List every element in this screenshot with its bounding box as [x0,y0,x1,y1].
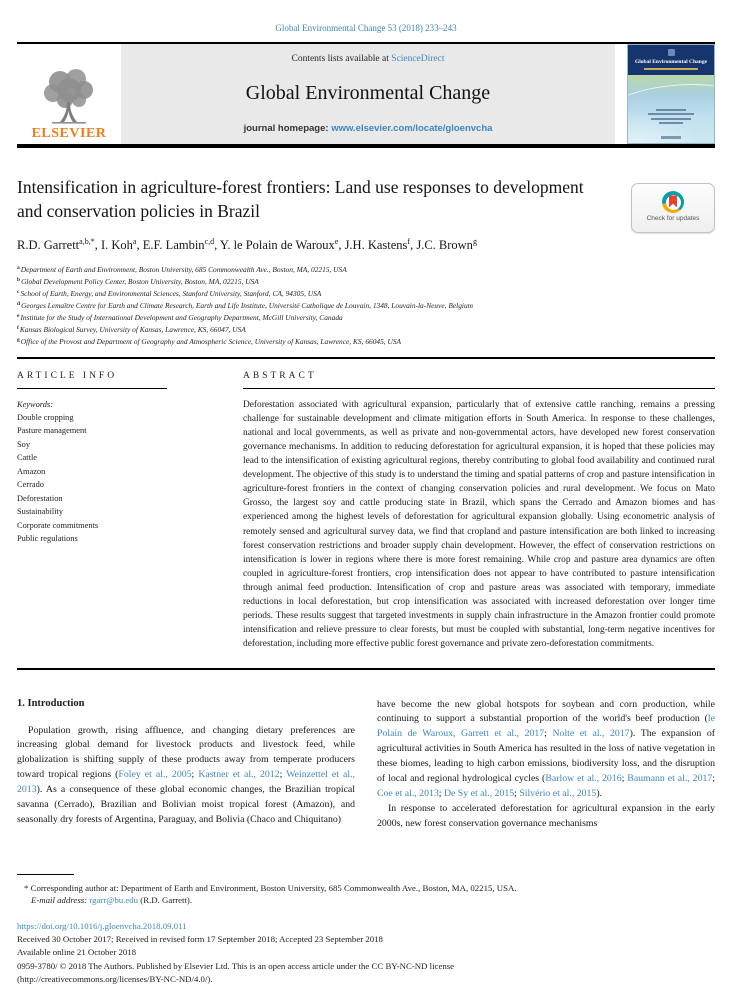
keyword: Cattle [17,453,38,463]
contents-line [129,54,607,64]
abstract-text: Deforestation associated with agricultural expansion, particularly that of extensive cattle ranching, remains a pressing challenge for sustainable development and climate mitigation efforts in South America. In response to these challenges, national and local governments, as well as private and non-governmental actors, have developed new forest conservation governance mechanisms. In addition to reducing deforestation for agricultural expansion, it is hoped that these policies may lead to the intensification of existing agricultural regions, thereby contributing to global food availability and continued rural development. The objective of this study is to understand the timing and spatial patterns of crop and pasture intensification in agriculture-forest frontiers in the context of changing conservation policies and rural development. We focus on Mato Grosso, the largest soy and cattle producing state in Brazil, which spans the Cerrado and Amazon biomes and has experienced among the highest levels of deforestation for agricultural expansion globally. Using econometric analysis of remotely sensed and agricultural survey data, we find that cropland and pasture intensification are both linked to increasing forest conservation restrictions and broader supply chain development. However, the effect of conservation restrictions on intensification is lower in regions where there is more forest remaining. While crop and pasture area dynamics are often coupled in agriculture-forest frontiers, crop intensification does not appear to have contributed to pasture intensification through animal feed production. Intensification of crop and pasture areas was associated with temporary, immediate reductions in local deforestation, but crop intensification was associated with increased deforestation over longer time periods. These results suggest that targeted investments in supply chain infrastructure in the Amazon frontier could promote intensification and relieve pressure to clear forests, but must be coupled with substantial, long-term negative incentives for deforestation, including more effective public forest governance and private zero-deforestation commitments. [243,399,715,650]
citation-link[interactable]: le Polain de Waroux, Garrett et al., 2017 [377,713,715,740]
available-online: Available online 21 October 2018 [17,947,137,958]
journal-cover-thumbnail[interactable] [627,44,715,144]
keyword: Sustainability [17,507,64,517]
affiliation-item: $^e$Institute for the Study of International Development and Geography Department, McGill University, Canada [17,312,343,323]
email-label: E-mail address: [31,895,88,906]
elsevier-tree-icon [38,66,100,128]
article-info-column [17,371,225,652]
cover-header [628,45,714,75]
body-right-column [377,698,715,832]
keyword: Soy [17,439,31,449]
keyword: Public regulations [17,533,78,543]
footnote-rule [17,874,74,875]
article-info-rule [17,388,167,389]
citation-link[interactable]: Kastner et al., 2012 [198,769,280,781]
keyword: Corporate commitments [17,520,99,530]
citation-link[interactable]: Silvério et al., 2015 [519,787,597,799]
abstract-bottom-rule [17,668,715,670]
doi-link[interactable]: https://doi.org/10.1016/j.gloenvcha.2018.09.011 [17,921,187,932]
affiliation-item: $^f$Kansas Biological Survey, University of Kansas, Lawrence, KS, 66047, USA [17,324,246,335]
keywords-label: Keywords: [17,399,53,409]
article-title: Intensification in agriculture-forest frontiers: Land use responses to development and conservation policies in Brazil [17,176,584,222]
abstract-rule [243,388,715,389]
citation-link[interactable]: Foley et al., 2005 [118,769,192,781]
cover-artwork [628,75,714,143]
journal-title: Global Environmental Change [245,82,491,104]
sciencedirect-link[interactable]: ScienceDirect [391,54,445,64]
affiliation-item: $^c$School of Earth, Energy, and Environmental Sciences, Stanford University, Stanford, CA, 94305, USA [17,288,322,299]
journal-citation-link[interactable]: Global Environmental Change 53 (2018) 233–243 [275,23,457,33]
check-badge-label: Check for updates [646,215,700,223]
info-abstract-section [17,359,715,652]
keyword: Deforestation [17,493,63,503]
citation-link[interactable]: Weinzettel et al., 2013 [17,769,355,796]
body-left-column [17,698,355,832]
cover-logo-mark [668,49,675,56]
journal-banner [17,44,715,144]
keyword: Cerrado [17,480,44,490]
received-dates: Received 30 October 2017; Received in revised form 17 September 2018; Accepted 23 September 2018 [17,934,383,945]
email-suffix: (R.D. Garrett). [138,895,193,906]
check-for-updates-badge[interactable] [631,183,715,233]
homepage-prefix: journal homepage: [243,123,332,134]
introduction-paragraph: In response to accelerated deforestation for agricultural expansion in the early 2000s, new forest conservation governance mechanisms [377,802,715,829]
homepage-line [129,123,607,134]
cover-title: Global Environmental Change [634,59,708,65]
issn-copyright: 0959-3780/ © 2018 The Authors. Published by Elsevier Ltd. This is an open access article under the CC BY-NC-ND license [17,960,455,971]
citation-link[interactable]: Baumann et al., 2017 [627,773,713,784]
banner-center [121,44,615,144]
affiliation-item: $^d$Georges Lemaître Centre for Earth and Climate Research, Earth and Life Institute, Université Catholique de Louvain, 1348, Louvain-la-Neuve, Belgium [17,300,473,311]
affiliation-item: $^g$Office of the Provost and Department of Geography and Atmospheric Science, University of Kansas, Lawrence, KS, 66045, USA [17,336,402,347]
citation-link[interactable]: Barlow et al., 2016 [545,773,622,784]
affiliation-item: $^b$Global Development Policy Center, Boston University, Boston, MA, 02215, USA [17,276,259,287]
corresponding-author-note: * Corresponding author at: Department of Earth and Environment, Boston University, 685 Commonwealth Ave., Boston, MA, 02215, USA. [24,882,517,893]
contents-prefix: Contents lists available at [291,54,392,64]
citation-link[interactable]: Nolte et al., 2017 [552,728,630,740]
introduction-paragraph: Population growth, rising affluence, and changing dietary preferences are increasing global demand for livestock products and livestock feed, while globalization is shifting supply of these products away from temperate producers toward tropical regions (Foley et al., 2005; Kastner et al., 2012; Weinzettel et al., 2013). As a consequence of these global economic changes, the Brazilian tropical savanna (Cerrado), Brazilian and Bolivian moist tropical forest (Amazon), and seasonally dry forests of Argentina, Paraguay, and Bolivia (Chaco and Chiquitano) [17,724,355,825]
keyword: Amazon [17,466,46,476]
abstract-column [243,371,715,652]
keyword: Pasture management [17,426,87,436]
license-url: (http://creativecommons.org/licenses/BY-NC-ND/4.0/). [17,973,213,984]
introduction-paragraph: have become the new global hotspots for soybean and corn production, while continuing to support a substantial proportion of the world's beef production (le Polain de Waroux, Garrett et al., 2017; Nolte et al., 2017). The expansion of agricultural activities in South America has resulted in the loss of native vegetation in these biomes, leading to high carbon emissions, biodiversity loss, and the disruption of local and regional hydrological cycles (Barlow et al., 2016; Baumann et al., 2017; Coe et al., 2013; De Sy et al., 2015; Silvério et al., 2015). [377,698,716,799]
author-list: R.D. Garrett$^{a,b,*}$, I. Koh$^a$, E.F. Lambin$^{c,d}$, Y. le Polain de Waroux$^e$, J.H. Kastens$^f$, J.C. Brown$^g$ [17,237,477,253]
elsevier-logo[interactable] [17,44,121,144]
cover-footer [628,136,714,140]
header-bottom-rule [17,144,715,148]
cover-subtitle-bar [644,68,699,70]
article-info-heading: ARTICLE INFO [17,370,118,381]
cover-column [615,44,715,144]
affiliation-item: $^a$Department of Earth and Environment, Boston University, 685 Commonwealth Ave., Boston, MA, 02215, USA [17,264,347,275]
title-block [17,175,715,225]
affiliations-list [17,264,715,348]
citation-link[interactable]: Coe et al., 2013 [377,787,439,799]
page-footer [17,874,715,986]
email-note [17,894,715,907]
elsevier-wordmark: ELSEVIER [31,126,107,141]
cover-text-block [645,106,697,127]
abstract-heading: ABSTRACT [243,370,317,381]
citation-link[interactable]: De Sy et al., 2015 [443,787,515,799]
journal-homepage-link[interactable]: www.elsevier.com/locate/gloenvcha [331,123,493,134]
keyword: Double cropping [17,413,74,423]
publication-meta [17,920,715,986]
crossmark-icon [662,191,684,213]
email-link[interactable]: rgarr@bu.edu [89,895,139,906]
body-section [17,698,715,832]
introduction-heading: 1. Introduction [17,697,85,709]
